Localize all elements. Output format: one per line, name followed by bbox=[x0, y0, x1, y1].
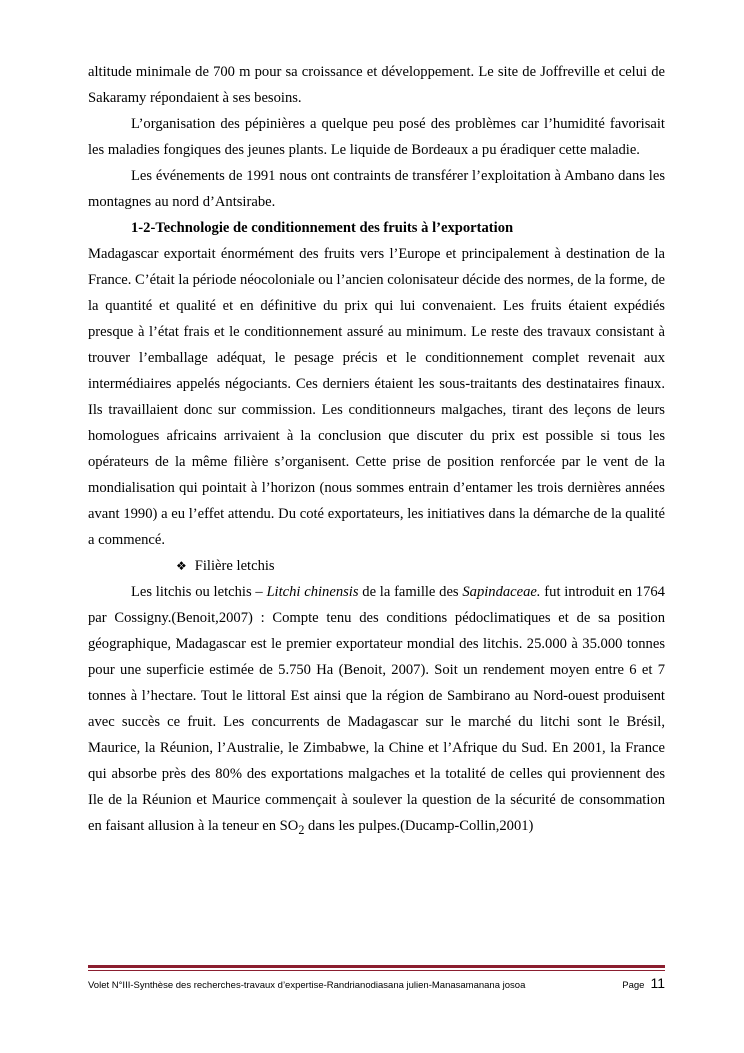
paragraph-3: Les événements de 1991 nous ont contraints de transférer l’exploitation à Ambano dans les montagnes au nord d’Antsirabe. bbox=[88, 168, 665, 210]
paragraph-5-part-a: Les litchis ou letchis – bbox=[131, 584, 267, 600]
footer-text: Volet N°III-Synthèse des recherches-travaux d’expertise-Randrianodiasana julien-Manasamanana josoa bbox=[88, 980, 526, 991]
bullet-item bbox=[88, 553, 665, 579]
family-name: Sapindaceae. bbox=[462, 584, 541, 600]
footer-rule-thick bbox=[88, 965, 665, 968]
page-label: Page bbox=[622, 980, 645, 991]
footer-rule-thin bbox=[88, 970, 665, 971]
paragraph-5-part-c: fut introduit en 1764 par Cossigny.(Benoit,2007) : Compte tenu des conditions pédoclimatiques et de sa position géographique, Madagascar est le premier exportateur mondial des litchis. 25.000 à 35.000 tonnes pour une superficie estimée de 5.750 Ha (Benoit, 2007). Soit un rendement moyen entre 6 et 7 tonnes à l’hectare. Tout le littoral Est ainsi que la région de Sambirano au Nord-ouest produisent avec succès ce fruit. Les concurrents de Madagascar sur le marché du litchi sont le Brésil, Maurice, la Réunion, l’Australie, le Zimbabwe, la Chine et l’Afrique du Sud. En 2001, la France qui absorbe près des 80% des exportations malgaches et la totalité de celles qui proviennent des Ile de la Réunion et Maurice commençait à soulever la question de la sécurité de consommation en faisant allusion à la teneur en SO bbox=[88, 584, 665, 834]
paragraph-4: Madagascar exportait énormément des fruits vers l’Europe et principalement à destination de la France. C’était la période néocoloniale ou l’ancien colonisateur décide des normes, de la forme, de la quantité et qualité et en définitive du prix qui lui convenaient. Les fruits étaient expédiés presque à l’état frais et le conditionnement assuré au minimum. Le reste des travaux consistant à trouver l’emballage adéquat, le pesage précis et le conditionnement complet revenait aux intermédiaires appelés négociants. Ces derniers étaient les sous-traitants des destinataires finaux. Ils travaillaient donc sur commission. Les conditionneurs malgaches, tirant des leçons de leurs homologues africains arrivaient à la conclusion que discuter du prix est possible si tous les opérateurs de la même filière s’organisent. Cette prise de position renforcée par le vent de la mondialisation qui pointait à l’horizon (nous sommes entrain d’entamer les trois dernières années avant 1990) a eu l’effet attendu. Du coté exportateurs, les initiatives dans la démarche de la qualité a commencé. bbox=[88, 246, 665, 548]
section-heading: 1-2-Technologie de conditionnement des fruits à l’exportation bbox=[131, 220, 514, 236]
paragraph-2: L’organisation des pépinières a quelque peu posé des problèmes car l’humidité favorisait les maladies fongiques des jeunes plants. Le liquide de Bordeaux a pu éradiquer cette maladie. bbox=[88, 116, 665, 158]
species-name: Litchi chinensis bbox=[266, 584, 359, 600]
paragraph-5-part-b: de la famille des bbox=[358, 584, 463, 600]
page-indicator bbox=[622, 975, 665, 991]
page-footer bbox=[88, 975, 665, 995]
page-body bbox=[88, 59, 665, 843]
bullet-label: Filière letchis bbox=[194, 558, 275, 574]
subscript-2: 2 bbox=[298, 822, 305, 837]
page-number: 11 bbox=[650, 975, 665, 991]
paragraph-1: altitude minimale de 700 m pour sa croissance et développement. Le site de Joffreville et celui de Sakaramy répondaient à ses besoins. bbox=[88, 64, 665, 106]
paragraph-5-part-d: dans les pulpes.(Ducamp-Collin,2001) bbox=[304, 818, 534, 834]
diamond-bullet-icon: ❖ bbox=[176, 559, 187, 573]
paragraph-5 bbox=[88, 579, 665, 843]
